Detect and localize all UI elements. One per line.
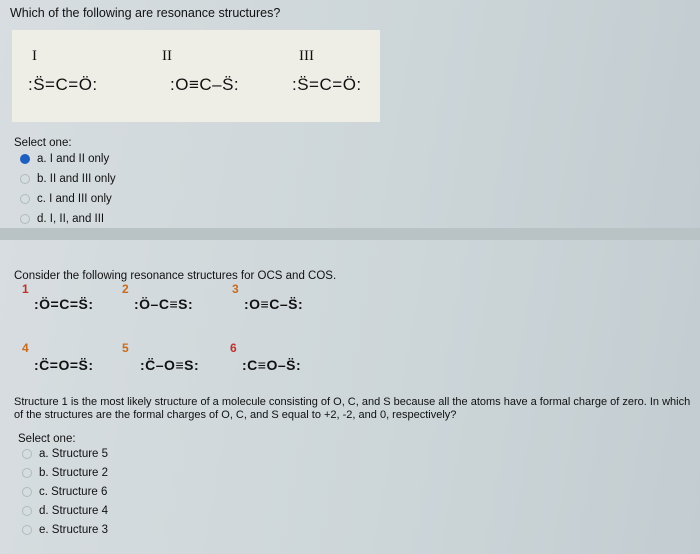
- q2-option-c-label: c. Structure 6: [39, 486, 108, 498]
- radio-icon[interactable]: [22, 468, 32, 478]
- structure-2: :Ö–C≡S:: [134, 296, 194, 312]
- q2-option-c[interactable]: [22, 486, 107, 498]
- radio-icon[interactable]: [22, 525, 32, 535]
- structure-III: :S̈=C=Ö:: [292, 75, 362, 94]
- select-one-label: Select one:: [14, 137, 72, 149]
- radio-icon[interactable]: [22, 449, 32, 459]
- structure-1: :Ö=C=S̈:: [34, 296, 94, 312]
- q2-option-e-label: e. Structure 3: [39, 524, 109, 536]
- question-2-description: Structure 1 is the most likely structure of a molecule consisting of O, C, and S because all the atoms have a formal charge of zero. In which of the structures are the formal charges of O, C, and S equal to +2, -2, and 0, respectively?: [14, 396, 691, 421]
- numeral-III: III: [299, 48, 314, 64]
- structure-number-2: 2: [122, 282, 129, 296]
- structure-number-5: 5: [122, 341, 129, 355]
- q1-option-d[interactable]: [20, 213, 104, 225]
- q2-option-b[interactable]: [22, 467, 108, 479]
- question-1-text: Which of the following are resonance structures?: [10, 6, 281, 20]
- radio-icon[interactable]: [20, 194, 30, 204]
- q1-option-b[interactable]: [20, 173, 116, 185]
- q1-option-b-label: b. II and III only: [37, 173, 116, 185]
- structure-number-3: 3: [232, 282, 239, 296]
- q1-option-a[interactable]: [20, 153, 109, 165]
- structure-6: :C≡O–S̈:: [242, 357, 302, 373]
- q2-option-b-label: b. Structure 2: [39, 467, 109, 479]
- radio-icon[interactable]: [20, 214, 30, 224]
- q2-option-a-label: a. Structure 5: [39, 448, 109, 460]
- structure-number-6: 6: [230, 341, 237, 355]
- structure-3: :O≡C–S̈:: [244, 296, 304, 312]
- numeral-I: I: [32, 48, 37, 64]
- structure-5: :C̈–O≡S:: [140, 357, 200, 373]
- structure-I: :S̈=C=Ö:: [28, 75, 98, 94]
- structure-II: :O≡C–S̈:: [170, 75, 240, 94]
- question-2-text: Consider the following resonance structures for OCS and COS.: [14, 270, 337, 282]
- q1-option-c[interactable]: [20, 193, 112, 205]
- radio-icon[interactable]: [22, 487, 32, 497]
- radio-icon[interactable]: [20, 174, 30, 184]
- resonance-structures-image: [12, 30, 380, 122]
- structure-number-4: 4: [22, 341, 29, 355]
- structure-4: :C̈=O=S̈:: [34, 357, 94, 373]
- q1-option-d-label: d. I, II, and III: [37, 213, 105, 225]
- radio-selected-icon[interactable]: [20, 154, 30, 164]
- q1-option-a-label: a. I and II only: [37, 153, 110, 165]
- q1-option-c-label: c. I and III only: [37, 193, 112, 205]
- q2-option-a[interactable]: [22, 448, 108, 460]
- q2-option-d[interactable]: [22, 505, 108, 517]
- q2-option-e[interactable]: [22, 524, 108, 536]
- structure-number-1: 1: [22, 282, 29, 296]
- question-1-panel: [0, 0, 700, 228]
- select-one-label: Select one:: [18, 433, 76, 445]
- numeral-II: II: [162, 48, 172, 64]
- question-2-panel: [0, 240, 700, 554]
- q2-option-d-label: d. Structure 4: [39, 505, 109, 517]
- radio-icon[interactable]: [22, 506, 32, 516]
